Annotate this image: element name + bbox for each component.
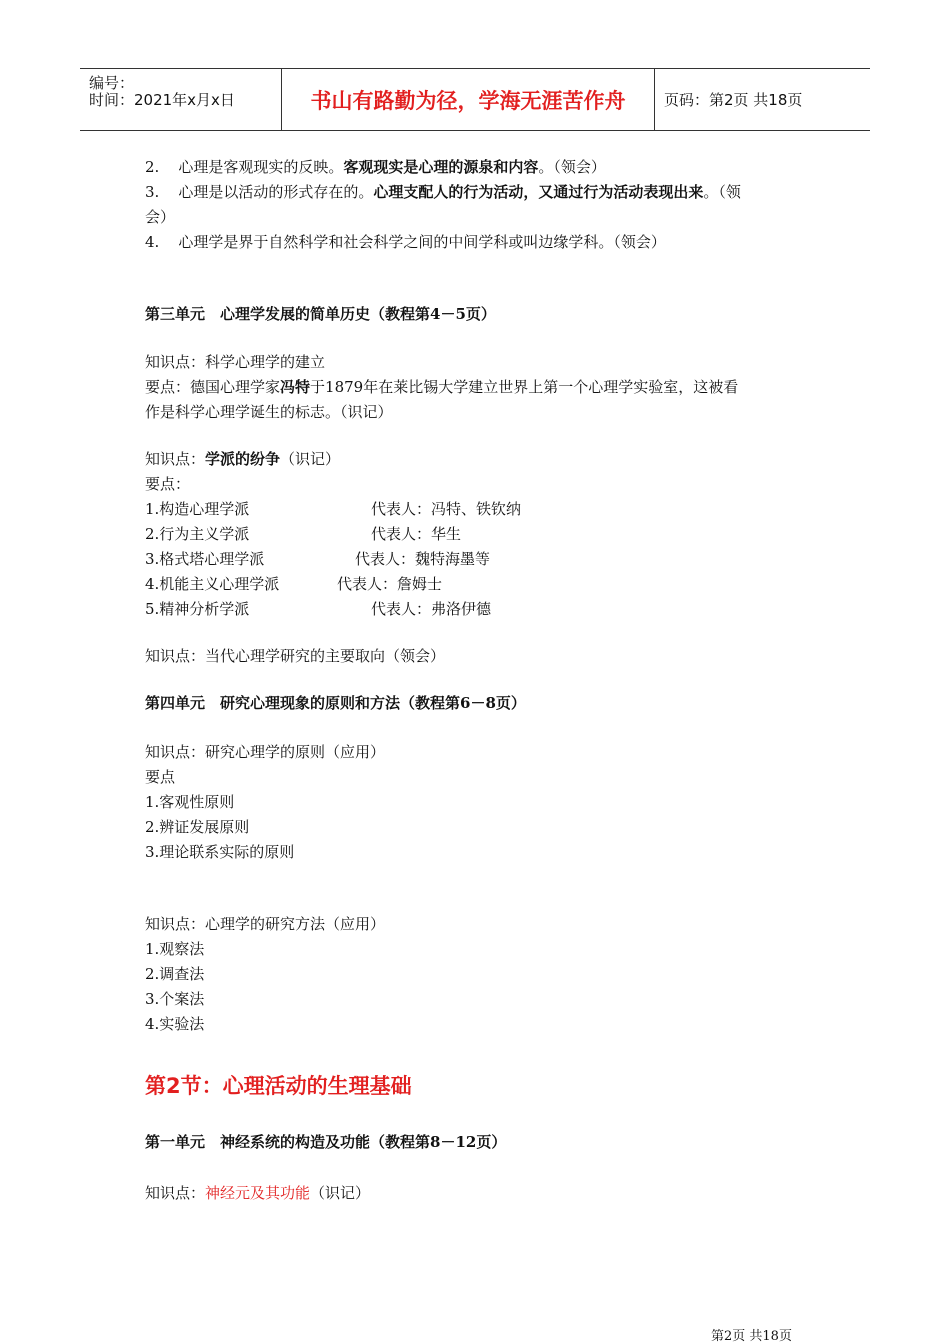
knowledge-point-3: 知识点：当代心理学研究的主要取向（领会） bbox=[145, 647, 446, 665]
item-4 bbox=[145, 232, 666, 252]
item-text-tail: 。（领 bbox=[703, 183, 741, 201]
school-representative: 代表人：华生 bbox=[371, 525, 462, 543]
school-representative: 代表人：冯特、铁钦纳 bbox=[371, 500, 522, 518]
item-3-continued: 会） bbox=[145, 208, 176, 226]
key-point-text: 要点：德国心理学家 bbox=[145, 378, 281, 396]
section-2-title: 第2节：心理活动的生理基础 bbox=[145, 1074, 412, 1098]
number-label: 编号： bbox=[89, 74, 135, 92]
kp-emphasis-red: 神经元及其功能 bbox=[205, 1184, 311, 1202]
item-emphasis: 心理支配人的行为活动，又通过行为活动表现出来 bbox=[373, 183, 704, 201]
key-point-1-continued: 作是科学心理学诞生的标志。（识记） bbox=[145, 403, 393, 421]
school-representative: 代表人：弗洛伊德 bbox=[371, 600, 492, 618]
kp-label: 知识点： bbox=[145, 1184, 206, 1202]
item-number: 3. bbox=[145, 183, 160, 201]
key-point-1 bbox=[145, 377, 738, 397]
item-number: 2. bbox=[145, 158, 160, 176]
method-item: 3.个案法 bbox=[145, 990, 205, 1008]
knowledge-point-5: 知识点：心理学的研究方法（应用） bbox=[145, 915, 386, 933]
item-2 bbox=[145, 157, 606, 177]
item-emphasis: 客观现实是心理的源泉和内容 bbox=[343, 158, 539, 176]
item-text: 心理学是界于自然科学和社会科学之间的中间学科或叫边缘学科。（领会） bbox=[178, 233, 666, 251]
document-header bbox=[80, 68, 870, 131]
key-points-label: 要点 bbox=[145, 768, 176, 786]
item-text: 心理是以活动的形式存在的。 bbox=[178, 183, 374, 201]
school-name: 4.机能主义心理学派 bbox=[145, 575, 280, 593]
key-points-label: 要点： bbox=[145, 475, 191, 493]
footer-page-number: 第2页 共18页 bbox=[711, 1329, 792, 1344]
method-item: 4.实验法 bbox=[145, 1015, 205, 1033]
principle-item: 1.客观性原则 bbox=[145, 793, 235, 811]
kp-emphasis: 学派的纷争 bbox=[205, 450, 281, 468]
unit-1-title: 第一单元 神经系统的构造及功能（教程第8－12页） bbox=[145, 1133, 507, 1151]
item-3 bbox=[145, 182, 741, 202]
key-point-emphasis: 冯特 bbox=[280, 378, 311, 396]
key-point-text-tail: 于1879年在莱比锡大学建立世界上第一个心理学实验室，这被看 bbox=[310, 378, 739, 396]
kp-level: （识记） bbox=[280, 450, 341, 468]
knowledge-point-1: 知识点：科学心理学的建立 bbox=[145, 353, 326, 371]
school-name: 5.精神分析学派 bbox=[145, 600, 250, 618]
unit-4-title: 第四单元 研究心理现象的原则和方法（教程第6－8页） bbox=[145, 694, 526, 712]
knowledge-point-2 bbox=[145, 449, 340, 469]
header-motto: 书山有路勤为径，学海无涯苦作舟 bbox=[282, 69, 655, 130]
principle-item: 3.理论联系实际的原则 bbox=[145, 843, 295, 861]
school-representative: 代表人：魏特海墨等 bbox=[355, 550, 491, 568]
knowledge-point-4: 知识点：研究心理学的原则（应用） bbox=[145, 743, 386, 761]
school-representative: 代表人：詹姆士 bbox=[337, 575, 443, 593]
school-name: 2.行为主义学派 bbox=[145, 525, 250, 543]
item-text-tail: 。（领会） bbox=[538, 158, 606, 176]
method-item: 1.观察法 bbox=[145, 940, 205, 958]
knowledge-point-6 bbox=[145, 1183, 370, 1203]
method-item: 2.调查法 bbox=[145, 965, 205, 983]
unit-3-title: 第三单元 心理学发展的简单历史（教程第4－5页） bbox=[145, 305, 496, 323]
header-meta bbox=[80, 69, 282, 130]
time-label: 时间：2021年x月x日 bbox=[89, 91, 235, 109]
kp-label: 知识点： bbox=[145, 450, 206, 468]
header-page-info: 页码：第2页 共18页 bbox=[664, 91, 803, 109]
kp-level: （识记） bbox=[310, 1184, 371, 1202]
item-number: 4. bbox=[145, 233, 160, 251]
item-text: 心理是客观现实的反映。 bbox=[178, 158, 344, 176]
school-name: 3.格式塔心理学派 bbox=[145, 550, 265, 568]
principle-item: 2.辨证发展原则 bbox=[145, 818, 250, 836]
school-name: 1.构造心理学派 bbox=[145, 500, 250, 518]
